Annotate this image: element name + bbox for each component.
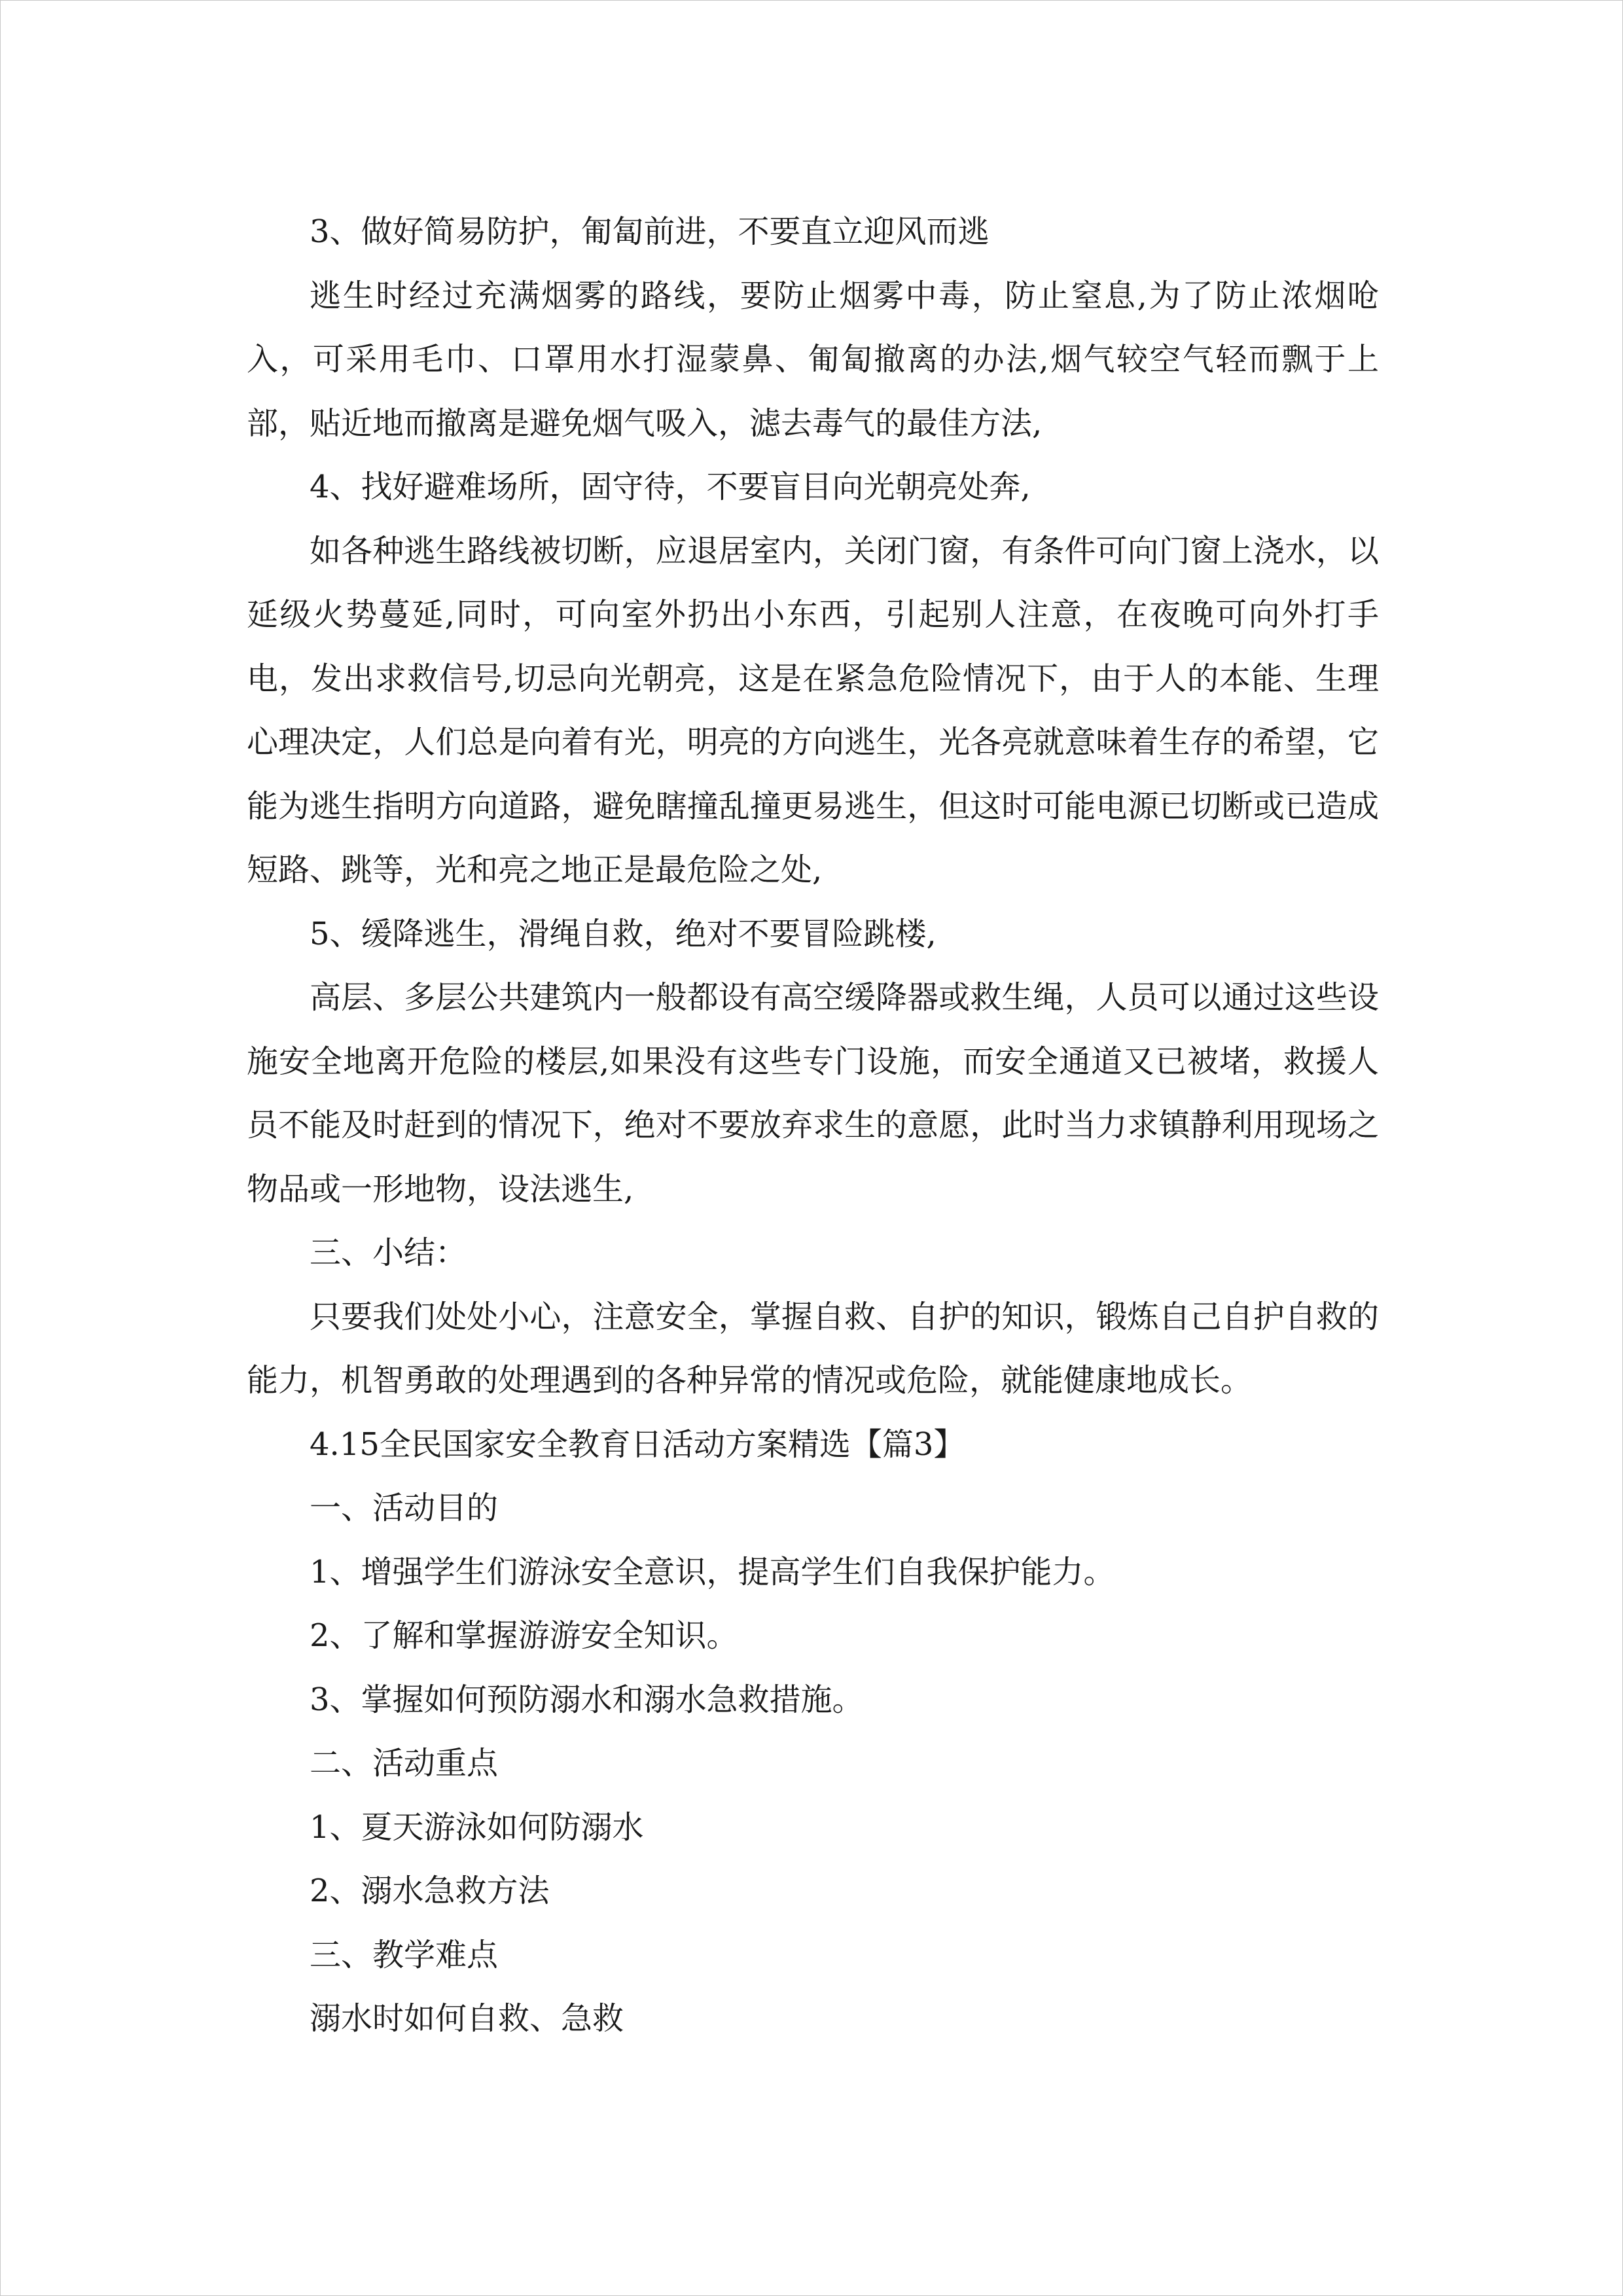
list-item: 1、夏天游泳如何防溺水 bbox=[310, 1808, 644, 1846]
section-heading-summary: 三、小结： bbox=[310, 1234, 467, 1271]
article-title: 4.15全民国家安全教育日活动方案精选【篇3】 bbox=[310, 1426, 965, 1463]
paragraph-heading-3: 3、做好简易防护，匍匐前进，不要直立迎风而逃 bbox=[310, 213, 990, 250]
paragraph: 只要我们处处小心，注意安全，掌握自救、自护的知识，锻炼自己自护自救的能力，机智勇敢的处理遇到的各种异常的情况或危险，就能健康地成长。 bbox=[247, 1298, 1379, 1399]
list-item: 1、增强学生们游泳安全意识，提高学生们自我保护能力。 bbox=[310, 1553, 1115, 1590]
section-heading-purpose: 一、活动目的 bbox=[310, 1490, 499, 1526]
list-item: 2、溺水急救方法 bbox=[310, 1873, 550, 1909]
section-heading-difficulty: 三、教学难点 bbox=[310, 1936, 499, 1973]
paragraph-heading-4: 4、找好避难场所，固守待，不要盲目向光朝亮处奔, bbox=[310, 469, 1031, 505]
document-body bbox=[247, 200, 1379, 2051]
paragraph: 溺水时如何自救、急救 bbox=[310, 2000, 624, 2037]
paragraph: 高层、多层公共建筑内一般都设有高空缓降器或救生绳，人员可以通过这些设施安全地离开危险的楼层,如果没有这些专门设施，而安全通道又已被堵，救援人员不能及时赶到的情况下，绝对不要放弃求生的意愿，此时当力求镇静利用现场之物品或一形地物，设法逃生, bbox=[247, 979, 1379, 1208]
list-item: 3、掌握如何预防溺水和溺水急救措施。 bbox=[310, 1681, 864, 1718]
list-item: 2、了解和掌握游游安全知识。 bbox=[310, 1617, 738, 1654]
paragraph-heading-5: 5、缓降逃生，滑绳自救，绝对不要冒险跳楼, bbox=[310, 915, 936, 952]
paragraph: 如各种逃生路线被切断，应退居室内，关闭门窗，有条件可向门窗上浇水，以延级火势蔓延,同时，可向室外扔出小东西，引起别人注意，在夜晚可向外打手电，发出求救信号,切忌向光朝亮，这是在紧急危险情况下，由于人的本能、生理心理决定，人们总是向着有光，明亮的方向逃生，光各亮就意味着生存的希望，它能为逃生指明方向道路，避免瞎撞乱撞更易逃生，但这时可能电源已切断或已造成短路、跳等，光和亮之地正是最危险之处, bbox=[247, 532, 1379, 888]
section-heading-focus: 二、活动重点 bbox=[310, 1745, 499, 1782]
paragraph: 逃生时经过充满烟雾的路线，要防止烟雾中毒，防止窒息,为了防止浓烟呛入，可采用毛巾、口罩用水打湿蒙鼻、匍匐撤离的办法,烟气较空气轻而飘于上部，贴近地而撤离是避免烟气吸入，滤去毒气的最佳方法, bbox=[247, 277, 1379, 442]
